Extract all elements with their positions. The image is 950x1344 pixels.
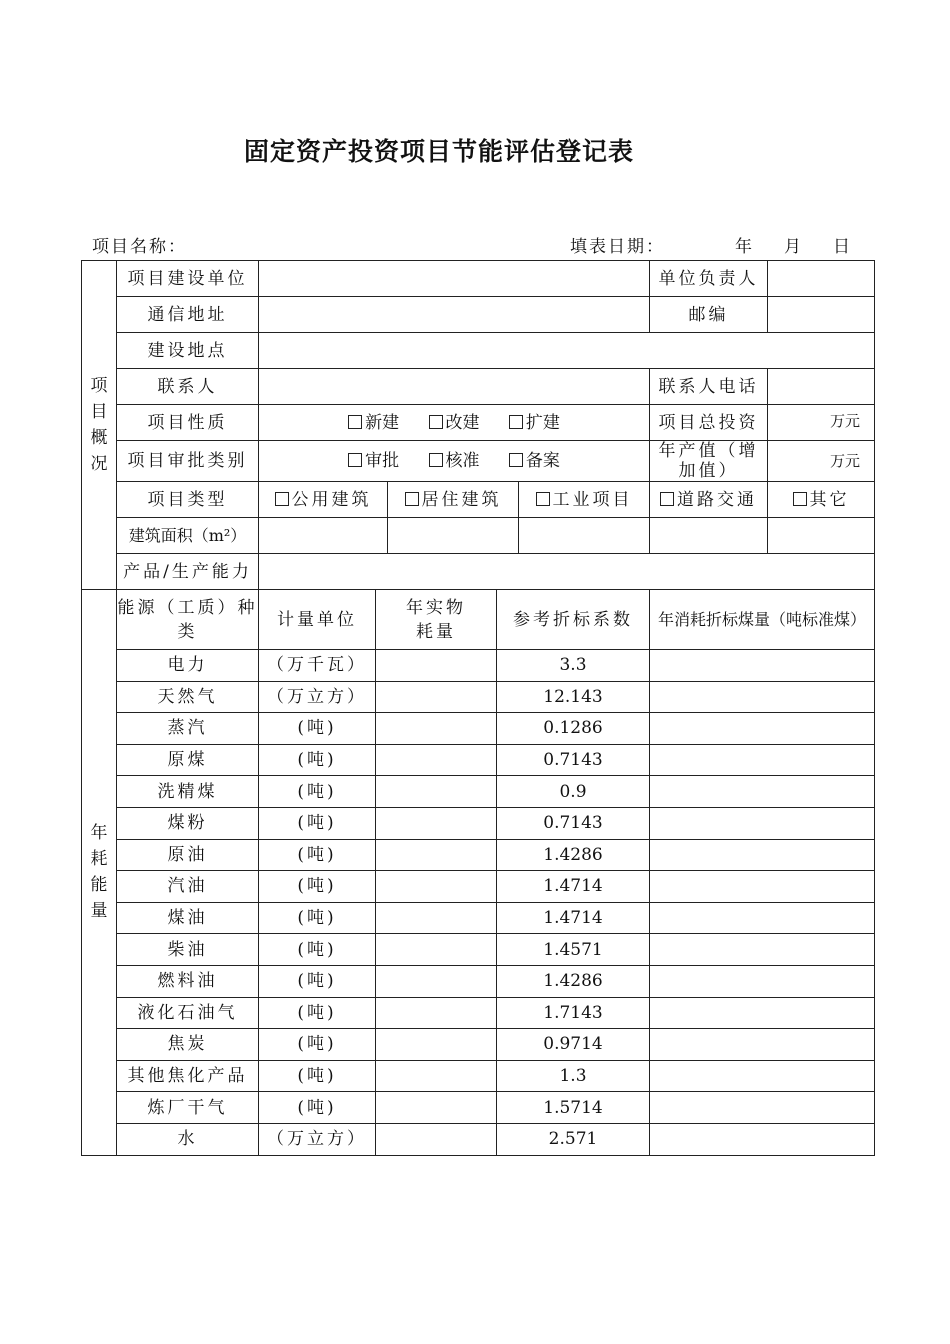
checkbox-icon[interactable] xyxy=(275,492,289,506)
checkbox-icon[interactable] xyxy=(509,415,523,429)
product-capacity-label: 产品/生产能力 xyxy=(117,554,259,590)
postcode-field[interactable] xyxy=(768,297,875,333)
energy-name: 天然气 xyxy=(117,681,259,713)
conversion-coef: 1.7143 xyxy=(497,997,650,1029)
energy-row xyxy=(82,871,875,903)
unit-head-field[interactable] xyxy=(768,261,875,297)
project-name-label: 项目名称： xyxy=(92,237,187,257)
contact-phone-label: 联系人电话 xyxy=(650,369,768,405)
site-label: 建设地点 xyxy=(117,333,259,369)
physical-consumption-field[interactable] xyxy=(376,776,497,808)
checkbox-icon[interactable] xyxy=(429,415,443,429)
coal-equivalent-header: 年消耗折标煤量（吨标准煤） xyxy=(650,590,875,650)
annual-output-field[interactable]: 万元 xyxy=(768,441,875,482)
checkbox-icon[interactable] xyxy=(348,453,362,467)
energy-name: 燃料油 xyxy=(117,965,259,997)
energy-unit: (吨) xyxy=(259,839,376,871)
conversion-coef: 1.4714 xyxy=(497,902,650,934)
energy-unit: (吨) xyxy=(259,1029,376,1061)
energy-row xyxy=(82,1029,875,1061)
address-field[interactable] xyxy=(259,297,650,333)
checkbox-icon[interactable] xyxy=(348,415,362,429)
physical-consumption-field[interactable] xyxy=(376,1060,497,1092)
coal-equivalent-field[interactable] xyxy=(650,776,875,808)
conversion-coef: 0.9 xyxy=(497,776,650,808)
coal-equivalent-field[interactable] xyxy=(650,965,875,997)
physical-consumption-field[interactable] xyxy=(376,681,497,713)
type-option[interactable]: 公用建筑 xyxy=(259,482,388,518)
conversion-coef: 1.5714 xyxy=(497,1092,650,1124)
month-label: 月 xyxy=(784,237,803,257)
conversion-coef: 0.9714 xyxy=(497,1029,650,1061)
construction-unit-field[interactable] xyxy=(259,261,650,297)
energy-name: 煤粉 xyxy=(117,807,259,839)
energy-name: 焦炭 xyxy=(117,1029,259,1061)
fill-date-label: 填表日期： xyxy=(570,237,665,257)
physical-consumption-field[interactable] xyxy=(376,807,497,839)
approval-option[interactable]: 核准 xyxy=(429,451,480,471)
energy-unit: （万千瓦） xyxy=(259,650,376,682)
energy-unit: (吨) xyxy=(259,744,376,776)
annual-output-label: 年产值（增加值） xyxy=(650,441,768,482)
energy-row xyxy=(82,776,875,808)
coal-equivalent-field[interactable] xyxy=(650,839,875,871)
energy-name: 电力 xyxy=(117,650,259,682)
physical-consumption-field[interactable] xyxy=(376,997,497,1029)
checkbox-icon[interactable] xyxy=(509,453,523,467)
unit-header: 计量单位 xyxy=(259,590,376,650)
type-option[interactable]: 居住建筑 xyxy=(388,482,519,518)
coal-equivalent-field[interactable] xyxy=(650,744,875,776)
energy-row xyxy=(82,807,875,839)
product-capacity-field[interactable] xyxy=(259,554,875,590)
physical-consumption-field[interactable] xyxy=(376,965,497,997)
area-field-other[interactable] xyxy=(768,518,875,554)
total-investment-label: 项目总投资 xyxy=(650,405,768,441)
energy-unit: （万立方） xyxy=(259,1123,376,1155)
energy-unit: （万立方） xyxy=(259,681,376,713)
type-option[interactable]: 其它 xyxy=(768,482,875,518)
type-option[interactable]: 工业项目 xyxy=(519,482,650,518)
energy-row xyxy=(82,997,875,1029)
energy-type-header: 能源（工质）种类 xyxy=(117,590,259,650)
energy-unit: (吨) xyxy=(259,1092,376,1124)
energy-name: 炼厂干气 xyxy=(117,1092,259,1124)
nature-option[interactable]: 新建 xyxy=(348,413,399,433)
conversion-coef: 1.4714 xyxy=(497,871,650,903)
conversion-coef: 1.4286 xyxy=(497,965,650,997)
energy-name: 柴油 xyxy=(117,934,259,966)
coal-equivalent-field[interactable] xyxy=(650,1029,875,1061)
physical-consumption-field[interactable] xyxy=(376,1029,497,1061)
physical-consumption-header: 年实物耗量 xyxy=(376,590,497,650)
conversion-coef: 3.3 xyxy=(497,650,650,682)
postcode-label: 邮编 xyxy=(650,297,768,333)
checkbox-icon[interactable] xyxy=(536,492,550,506)
coal-equivalent-field[interactable] xyxy=(650,807,875,839)
coal-equivalent-field[interactable] xyxy=(650,871,875,903)
coal-equivalent-field[interactable] xyxy=(650,650,875,682)
coal-equivalent-field[interactable] xyxy=(650,681,875,713)
unit-head-label: 单位负责人 xyxy=(650,261,768,297)
coal-equivalent-field[interactable] xyxy=(650,713,875,745)
energy-unit: (吨) xyxy=(259,776,376,808)
coal-equivalent-field[interactable] xyxy=(650,934,875,966)
energy-row xyxy=(82,650,875,682)
physical-consumption-field[interactable] xyxy=(376,650,497,682)
overview-section-label: 项 目 概 况 xyxy=(82,261,117,590)
energy-name: 原煤 xyxy=(117,744,259,776)
checkbox-icon[interactable] xyxy=(660,492,674,506)
approval-options xyxy=(259,441,650,482)
conversion-coef: 12.143 xyxy=(497,681,650,713)
energy-row xyxy=(82,1060,875,1092)
nature-option[interactable]: 改建 xyxy=(429,413,480,433)
conversion-coef: 0.7143 xyxy=(497,807,650,839)
physical-consumption-field[interactable] xyxy=(376,1123,497,1155)
fill-date xyxy=(570,232,852,257)
year-label: 年 xyxy=(735,237,754,257)
energy-row xyxy=(82,681,875,713)
energy-row xyxy=(82,934,875,966)
approval-option[interactable]: 审批 xyxy=(348,451,399,471)
conversion-coef-header: 参考折标系数 xyxy=(497,590,650,650)
physical-consumption-field[interactable] xyxy=(376,1092,497,1124)
area-field-road[interactable] xyxy=(650,518,768,554)
energy-name: 蒸汽 xyxy=(117,713,259,745)
area-field-public[interactable] xyxy=(259,518,388,554)
checkbox-icon[interactable] xyxy=(793,492,807,506)
physical-consumption-field[interactable] xyxy=(376,902,497,934)
energy-name: 煤油 xyxy=(117,902,259,934)
energy-row xyxy=(82,965,875,997)
energy-row xyxy=(82,744,875,776)
energy-unit: (吨) xyxy=(259,997,376,1029)
energy-unit: (吨) xyxy=(259,871,376,903)
energy-unit: (吨) xyxy=(259,902,376,934)
area-field-industrial[interactable] xyxy=(519,518,650,554)
energy-name: 原油 xyxy=(117,839,259,871)
energy-unit: (吨) xyxy=(259,713,376,745)
checkbox-icon[interactable] xyxy=(405,492,419,506)
energy-unit: (吨) xyxy=(259,965,376,997)
total-investment-field[interactable]: 万元 xyxy=(768,405,875,441)
conversion-coef: 0.7143 xyxy=(497,744,650,776)
energy-name: 液化石油气 xyxy=(117,997,259,1029)
energy-section-label: 年 耗 能 量 xyxy=(82,590,117,1156)
contact-phone-field[interactable] xyxy=(768,369,875,405)
physical-consumption-field[interactable] xyxy=(376,871,497,903)
energy-name: 汽油 xyxy=(117,871,259,903)
nature-option[interactable]: 扩建 xyxy=(509,413,560,433)
area-field-residential[interactable] xyxy=(388,518,519,554)
energy-row xyxy=(82,902,875,934)
physical-consumption-field[interactable] xyxy=(376,839,497,871)
checkbox-icon[interactable] xyxy=(429,453,443,467)
approval-option[interactable]: 备案 xyxy=(509,451,560,471)
form-title: 固定资产投资项目节能评估登记表 xyxy=(243,137,634,166)
energy-name: 洗精煤 xyxy=(117,776,259,808)
conversion-coef: 1.3 xyxy=(497,1060,650,1092)
coal-equivalent-field[interactable] xyxy=(650,997,875,1029)
physical-consumption-field[interactable] xyxy=(376,934,497,966)
day-label: 日 xyxy=(833,237,852,257)
project-type-label: 项目类型 xyxy=(117,482,259,518)
energy-name: 水 xyxy=(117,1123,259,1155)
conversion-coef: 2.571 xyxy=(497,1123,650,1155)
contact-field[interactable] xyxy=(259,369,650,405)
nature-label: 项目性质 xyxy=(117,405,259,441)
address-label: 通信地址 xyxy=(117,297,259,333)
energy-row xyxy=(82,1092,875,1124)
coal-equivalent-field[interactable] xyxy=(650,1123,875,1155)
construction-unit-label: 项目建设单位 xyxy=(117,261,259,297)
building-area-label: 建筑面积（m²） xyxy=(117,518,259,554)
site-field[interactable] xyxy=(259,333,875,369)
energy-row xyxy=(82,713,875,745)
energy-row xyxy=(82,1123,875,1155)
coal-equivalent-field[interactable] xyxy=(650,1092,875,1124)
energy-unit: (吨) xyxy=(259,934,376,966)
coal-equivalent-field[interactable] xyxy=(650,902,875,934)
energy-row xyxy=(82,839,875,871)
conversion-coef: 1.4571 xyxy=(497,934,650,966)
approval-type-label: 项目审批类别 xyxy=(117,441,259,482)
energy-unit: (吨) xyxy=(259,807,376,839)
coal-equivalent-field[interactable] xyxy=(650,1060,875,1092)
conversion-coef: 0.1286 xyxy=(497,713,650,745)
energy-name: 其他焦化产品 xyxy=(117,1060,259,1092)
physical-consumption-field[interactable] xyxy=(376,713,497,745)
energy-unit: (吨) xyxy=(259,1060,376,1092)
type-option[interactable]: 道路交通 xyxy=(650,482,768,518)
contact-label: 联系人 xyxy=(117,369,259,405)
conversion-coef: 1.4286 xyxy=(497,839,650,871)
physical-consumption-field[interactable] xyxy=(376,744,497,776)
registration-table xyxy=(81,260,875,1156)
nature-options xyxy=(259,405,650,441)
